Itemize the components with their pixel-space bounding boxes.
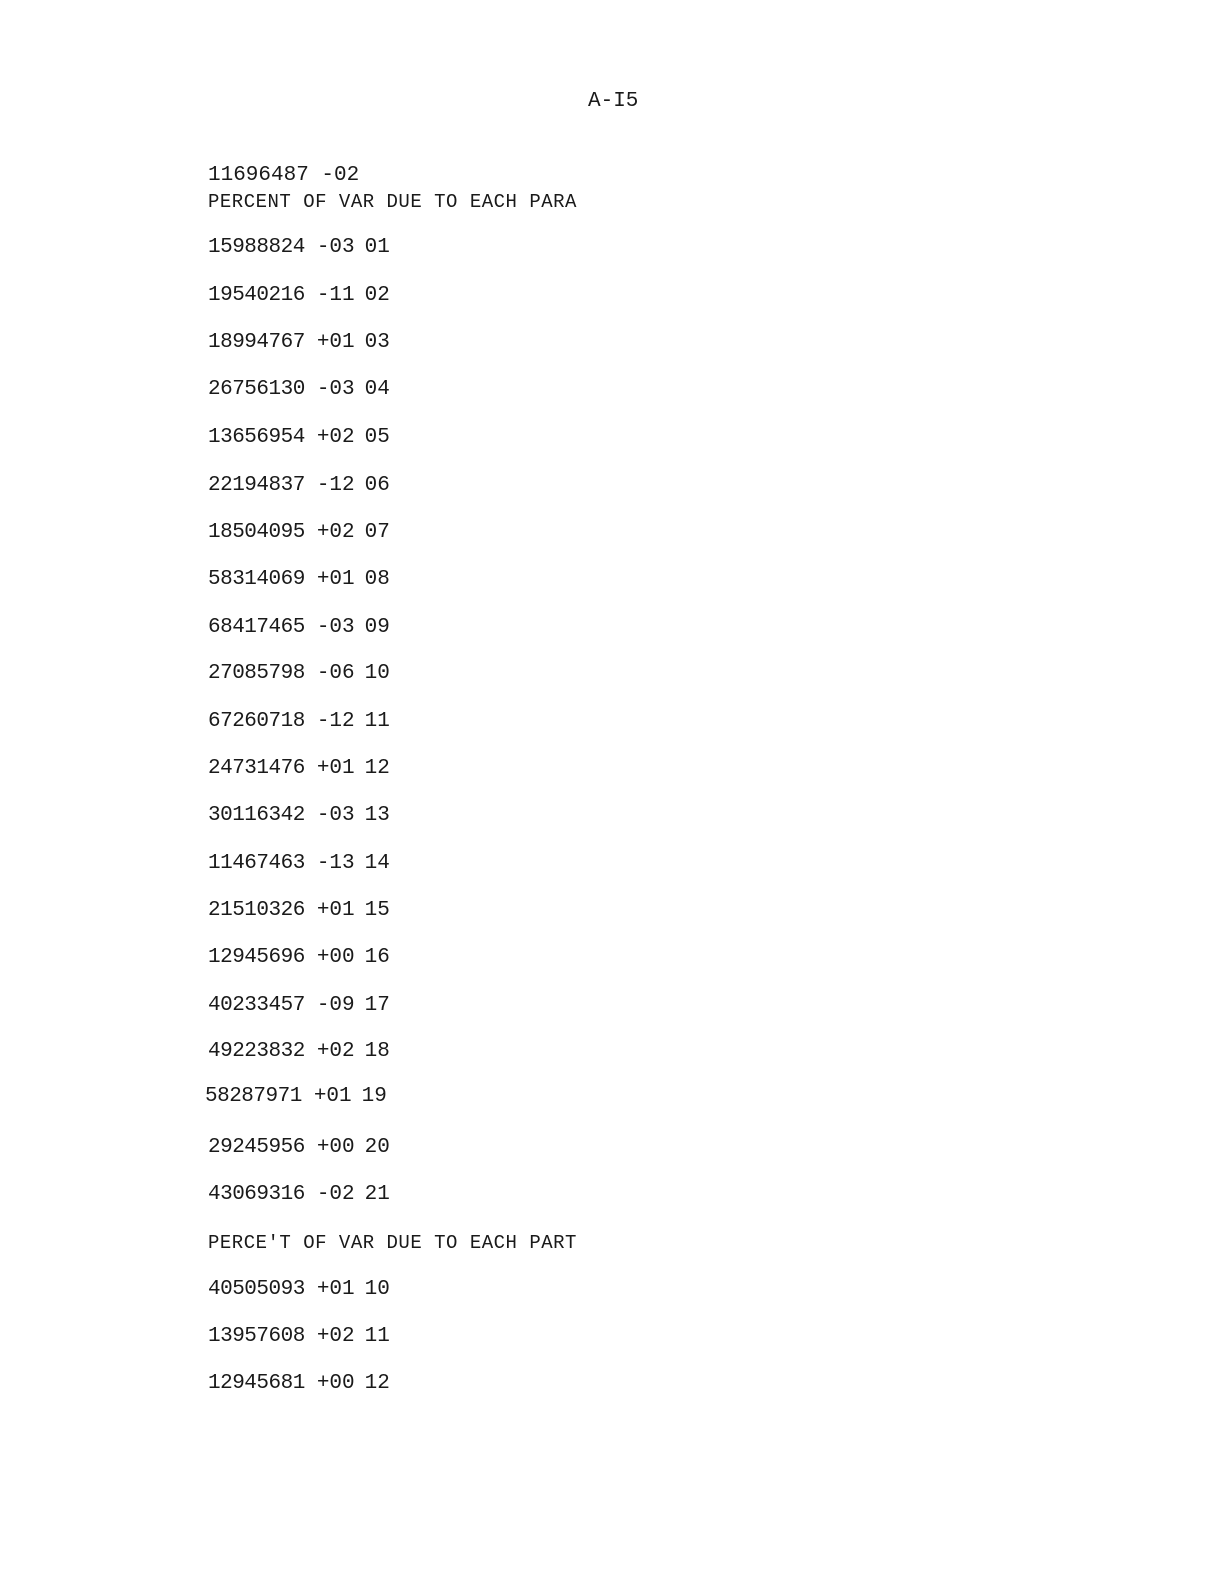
para-row	[208, 710, 390, 734]
index: 01	[364, 236, 390, 259]
document-body	[205, 0, 577, 1395]
index: 03	[364, 331, 390, 354]
index: 21	[364, 1183, 390, 1206]
exponent: -02	[316, 1183, 355, 1206]
index: 10	[364, 1278, 390, 1301]
exponent: -03	[316, 378, 355, 401]
value: 40505093	[208, 1278, 305, 1301]
index: 14	[364, 852, 390, 875]
index: 20	[364, 1136, 390, 1159]
exponent: +02	[316, 521, 355, 544]
value: 12945696	[208, 946, 305, 969]
exponent: +00	[316, 946, 355, 969]
value: 30116342	[208, 804, 305, 827]
exponent: -09	[316, 994, 355, 1017]
part-row	[208, 1278, 390, 1302]
index: 12	[364, 757, 390, 780]
value: 27085798	[208, 662, 305, 685]
exponent: +00	[316, 1372, 355, 1395]
exponent: +01	[316, 1278, 355, 1301]
para-row	[208, 284, 390, 308]
para-row	[208, 378, 390, 402]
para-row	[208, 1183, 390, 1207]
value: 22194837	[208, 474, 305, 497]
heading-para: PERCENT OF VAR DUE TO EACH PARA	[208, 191, 577, 213]
value: 12945681	[208, 1372, 305, 1395]
exponent: -12	[316, 710, 355, 733]
exponent: -11	[316, 284, 355, 307]
index: 04	[364, 378, 390, 401]
exponent: +02	[316, 426, 355, 449]
value: 29245956	[208, 1136, 305, 1159]
index: 08	[364, 568, 390, 591]
value: 11467463	[208, 852, 305, 875]
index: 13	[364, 804, 390, 827]
para-row	[208, 331, 390, 355]
value: 49223832	[208, 1040, 305, 1063]
index: 11	[364, 710, 390, 733]
para-row	[208, 852, 390, 876]
exponent: +01	[316, 331, 355, 354]
index: 09	[364, 616, 390, 639]
index: 16	[364, 946, 390, 969]
value: 24731476	[208, 757, 305, 780]
para-row	[208, 994, 390, 1018]
para-row	[208, 521, 390, 545]
index: 06	[364, 474, 390, 497]
index: 10	[364, 662, 390, 685]
value: 58314069	[208, 568, 305, 591]
index: 05	[364, 426, 390, 449]
value: 26756130	[208, 378, 305, 401]
exponent: -13	[316, 852, 355, 875]
para-row	[208, 568, 390, 592]
para-row	[208, 1136, 390, 1160]
value: 18504095	[208, 521, 305, 544]
part-row	[208, 1372, 390, 1396]
para-row	[205, 1085, 387, 1109]
para-row	[208, 1040, 390, 1064]
value: 67260718	[208, 710, 305, 733]
exponent: +01	[313, 1085, 352, 1108]
index: 11	[364, 1325, 390, 1348]
part-row	[208, 1325, 390, 1349]
exponent: +02	[316, 1040, 355, 1063]
exponent: -03	[316, 236, 355, 259]
para-row	[208, 616, 390, 640]
index: 12	[364, 1372, 390, 1395]
exponent: +01	[316, 568, 355, 591]
value: 19540216	[208, 284, 305, 307]
value: 13656954	[208, 426, 305, 449]
para-row	[208, 662, 390, 686]
heading-part: PERCE'T OF VAR DUE TO EACH PART	[208, 1232, 577, 1254]
value: 40233457	[208, 994, 305, 1017]
index: 02	[364, 284, 390, 307]
page-number: A-I5	[588, 90, 639, 113]
index: 19	[361, 1085, 387, 1108]
index: 17	[364, 994, 390, 1017]
para-row	[208, 426, 390, 450]
exponent: -03	[316, 616, 355, 639]
value: 21510326	[208, 899, 305, 922]
para-row	[208, 804, 390, 828]
exponent: +02	[316, 1325, 355, 1348]
exponent: +01	[316, 899, 355, 922]
value: 15988824	[208, 236, 305, 259]
para-row	[208, 236, 390, 260]
exponent: -06	[316, 662, 355, 685]
para-row	[208, 899, 390, 923]
value: 43069316	[208, 1183, 305, 1206]
para-row	[208, 757, 390, 781]
exponent: -12	[316, 474, 355, 497]
exponent: +01	[316, 757, 355, 780]
value: 13957608	[208, 1325, 305, 1348]
value: 58287971	[205, 1085, 302, 1108]
index: 18	[364, 1040, 390, 1063]
exponent: -03	[316, 804, 355, 827]
intro-value: 11696487 -02	[208, 164, 360, 187]
value: 18994767	[208, 331, 305, 354]
index: 15	[364, 899, 390, 922]
para-row	[208, 474, 390, 498]
exponent: +00	[316, 1136, 355, 1159]
para-row	[208, 946, 390, 970]
value: 68417465	[208, 616, 305, 639]
index: 07	[364, 521, 390, 544]
